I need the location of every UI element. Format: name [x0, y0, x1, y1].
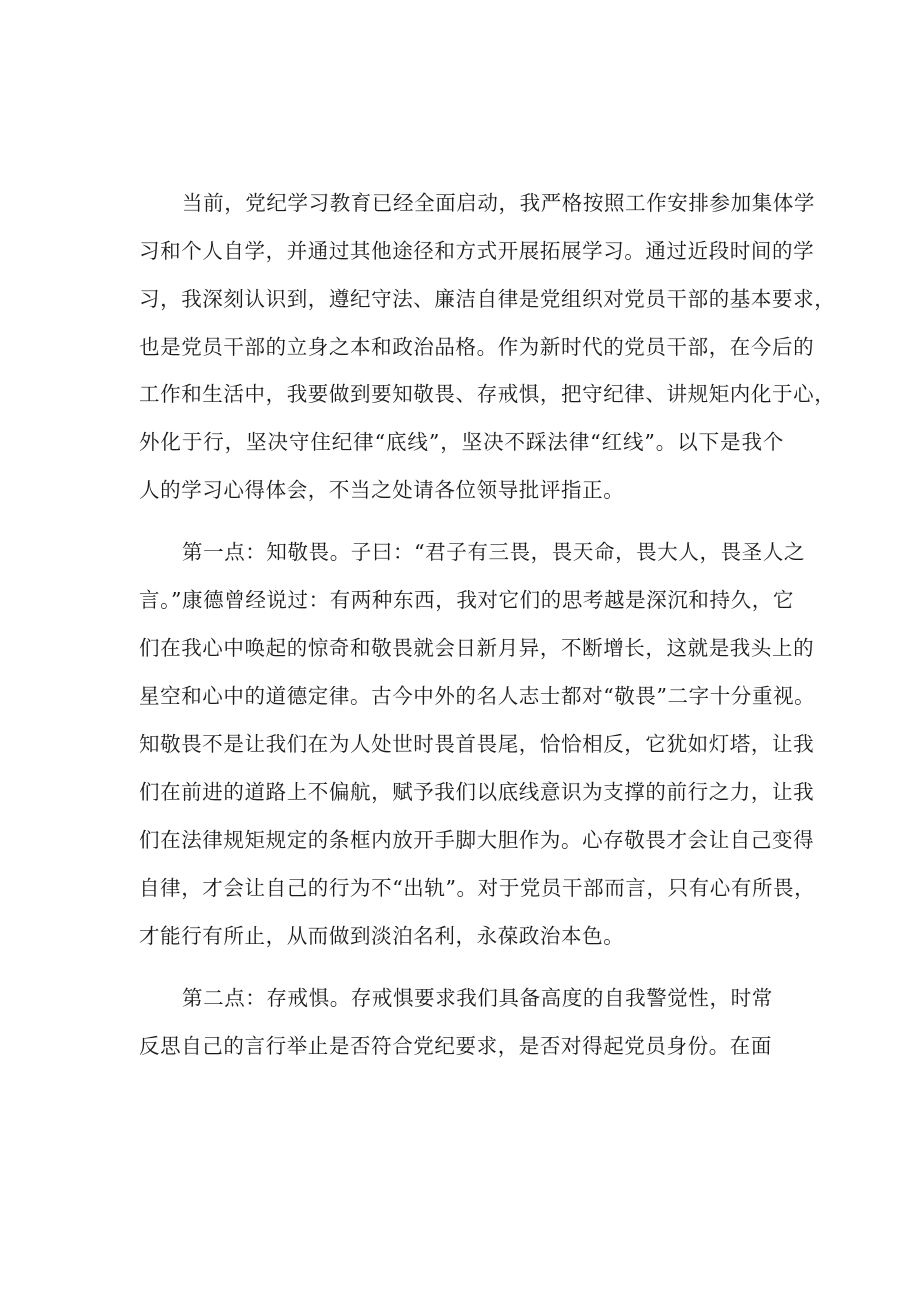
- paragraph-2-line-8: 自律，才会让自己的行为不“出轨”。对于党员干部而言，只有心有所畏，: [139, 876, 816, 900]
- paragraph-2-line-6: 们在前进的道路上不偏航，赋予我们以底线意识为支撑的前行之力，让我: [139, 780, 815, 804]
- paragraph-1-line-6: 外化于行，坚决守住纪律“底线”，坚决不踩法律“红线”。以下是我个: [139, 430, 784, 454]
- paragraph-2-line-4: 星空和心中的道德定律。古今中外的名人志士都对“敬畏”二字十分重视。: [139, 684, 816, 708]
- paragraph-1-line-3: 习，我深刻认识到，遵纪守法、廉洁自律是党组织对党员干部的基本要求，: [139, 287, 836, 311]
- paragraph-3-line-2: 反思自己的言行举止是否符合党纪要求，是否对得起党员身份。在面: [139, 1034, 772, 1058]
- paragraph-2-line-2: 言。”康德曾经说过：有两种东西，我对它们的思考越是深沉和持久，它: [139, 588, 794, 612]
- paragraph-2-line-7: 们在法律规矩规定的条框内放开手脚大胆作为。心存敬畏才会让自己变得: [139, 828, 815, 852]
- paragraph-2-line-3: 们在我心中唤起的惊奇和敬畏就会日新月异，不断增长，这就是我头上的: [139, 636, 815, 660]
- paragraph-1-line-1: 当前，党纪学习教育已经全面启动，我严格按照工作安排参加集体学: [182, 191, 815, 215]
- paragraph-2-line-1: 第一点：知敬畏。子曰：“君子有三畏，畏天命，畏大人，畏圣人之: [182, 540, 805, 564]
- paragraph-1-line-4: 也是党员干部的立身之本和政治品格。作为新时代的党员干部，在今后的: [139, 335, 815, 359]
- paragraph-3-line-1: 第二点：存戒惧。存戒惧要求我们具备高度的自我警觉性，时常: [182, 986, 773, 1010]
- paragraph-2-line-5: 知敬畏不是让我们在为人处世时畏首畏尾，恰恰相反，它犹如灯塔，让我: [139, 732, 815, 756]
- paragraph-1-line-5: 工作和生活中，我要做到要知敬畏、存戒惧，把守纪律、讲规矩内化于心，: [139, 382, 836, 406]
- paragraph-1-line-2: 习和个人自学，并通过其他途径和方式开展拓展学习。通过近段时间的学: [139, 239, 815, 263]
- paragraph-1-line-7: 人的学习心得体会，不当之处请各位领导批评指正。: [139, 478, 625, 502]
- paragraph-2-line-9: 才能行有所止，从而做到淡泊名利，永葆政治本色。: [139, 924, 625, 948]
